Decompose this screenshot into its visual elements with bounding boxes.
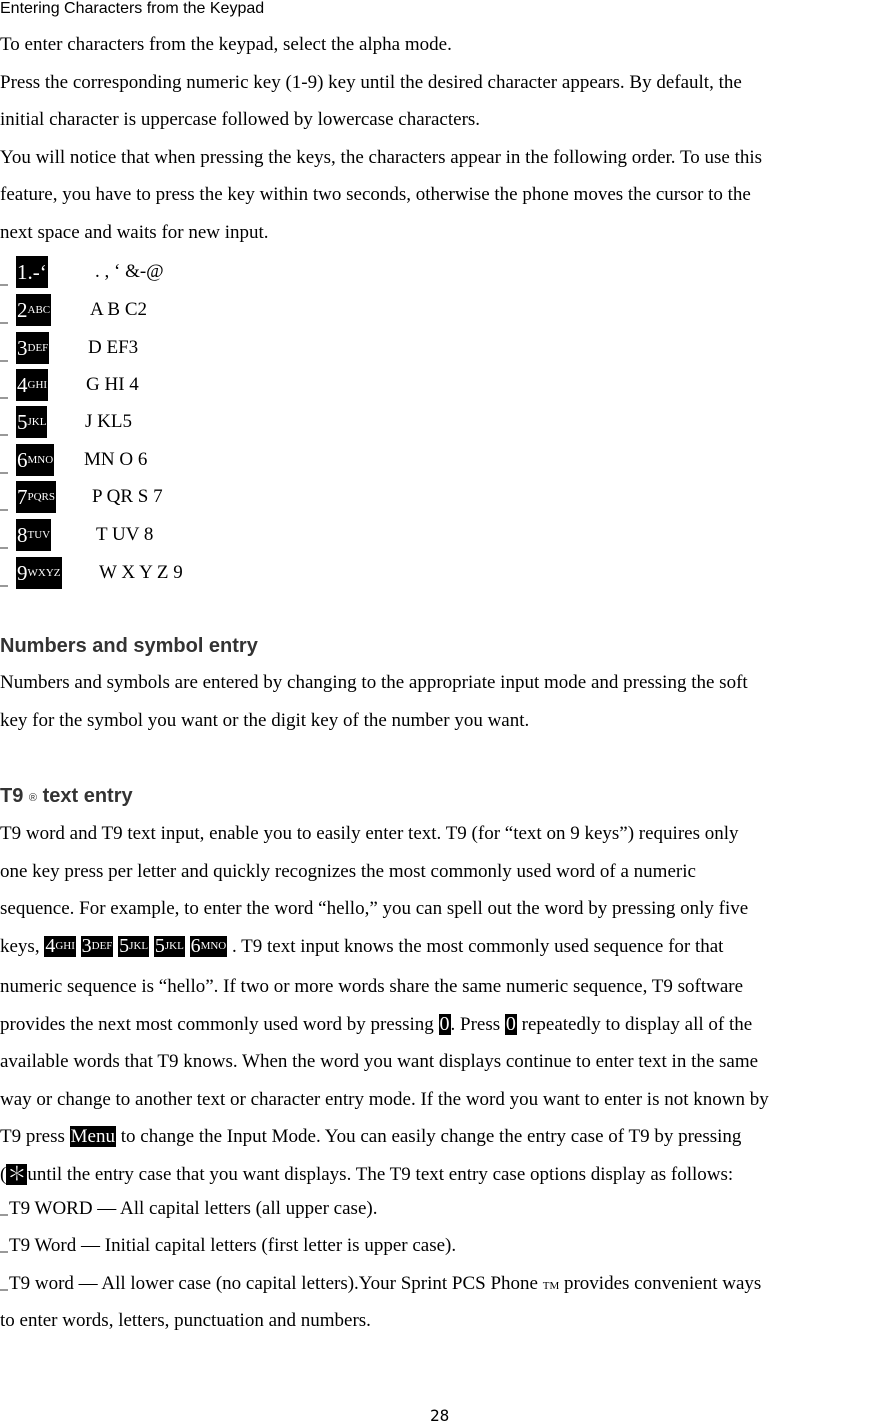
key-characters: G HI 4 (86, 374, 139, 395)
t9-line-menu: T9 press Menu to change the Input Mode. You can easily change the entry case of T9 by pressing (0, 1126, 742, 1147)
bullet-marker (0, 284, 8, 286)
bullet-marker (0, 509, 8, 511)
inline-key-4: 4GHI (45, 934, 75, 957)
numbers-paragraph (0, 664, 885, 739)
intro-line: To enter characters from the keypad, select the alpha mode. (0, 34, 452, 55)
intro-line: feature, you have to press the key within two seconds, otherwise the phone moves the cursor to the (0, 184, 751, 205)
key-badge-9: $9^{WXYZ}$ (16, 557, 62, 589)
numbers-line: Numbers and symbols are entered by changing to the appropriate input mode and pressing the soft (0, 672, 748, 693)
key-badge-8: $8^{TUV}$ (16, 519, 51, 551)
t9-line-star: (＊until the entry case that you want displays. The T9 text entry case options display as follows: (0, 1163, 734, 1185)
inline-key-star: ＊ (7, 1163, 27, 1185)
inline-key-0: 0 (439, 1012, 450, 1035)
key-characters: . , ‘ &-@ (95, 261, 164, 282)
inline-key-5: 5JKL (154, 934, 184, 957)
trademark-mark: TM (542, 1280, 560, 1292)
key-badge-7: $7^{PQRS}$ (16, 481, 56, 513)
key-characters: W X Y Z 9 (99, 562, 183, 583)
bullet-marker (0, 397, 8, 399)
key-badge-1: 1.-‘ (16, 256, 48, 288)
key-characters: D EF3 (88, 337, 139, 358)
inline-key-3: 3DEF (81, 934, 113, 957)
t9-line: T9 word and T9 text input, enable you to easily enter text. T9 (for “text on 9 keys”) requires only (0, 823, 739, 844)
key-characters: T UV 8 (96, 524, 154, 545)
bullet-marker (0, 1251, 8, 1253)
inline-key-menu: Menu (70, 1126, 115, 1147)
t9-paragraph (0, 815, 885, 1193)
intro-line: next space and waits for new input. (0, 221, 269, 243)
t9-line: sequence. For example, to enter the word “hello,” you can spell out the word by pressing only five (0, 898, 749, 919)
intro-paragraph (0, 26, 885, 251)
t9-line: way or change to another text or character entry mode. If the word you want to enter is not known by (0, 1088, 769, 1110)
key-badge-5: $5^{JKL}$ (16, 406, 47, 438)
numbers-line: key for the symbol you want or the digit key of the number you want. (0, 709, 530, 731)
t9-line-zero: provides the next most commonly used word by pressing 0. Press 0 repeatedly to display all of the (0, 1012, 753, 1035)
bullet-marker (0, 585, 8, 587)
intro-line: initial character is uppercase followed by lowercase characters. (0, 109, 481, 130)
bullet-marker (0, 322, 8, 324)
t9-line-keys: keys, 4GHI 3DEF 5JKL 5JKL 6MNO . T9 text input knows the most commonly used sequence for that (0, 934, 724, 957)
intro-line: Press the corresponding numeric key (1-9) key until the desired character appears. By default, the (0, 71, 742, 93)
key-characters: J KL5 (85, 411, 132, 432)
t9-line: available words that T9 knows. When the word you want displays continue to enter text in the same (0, 1051, 759, 1072)
bullet-marker (0, 1289, 8, 1291)
section-heading-keypad: Entering Characters from the Keypad (0, 0, 265, 17)
t9-line: one key press per letter and quickly recognizes the most commonly used word of a numeric (0, 860, 696, 882)
section-heading-numbers: Numbers and symbol entry (0, 635, 258, 657)
bullet-marker (0, 360, 8, 362)
bullet-marker (0, 472, 8, 474)
registered-mark: ® (28, 792, 38, 804)
key-characters: P QR S 7 (92, 486, 163, 507)
key-characters: MN O 6 (84, 449, 148, 470)
case-option-upper: T9 WORD — All capital letters (all upper case). (0, 1190, 377, 1228)
case-option-initial: T9 Word — Initial capital letters (first letter is upper case). (0, 1227, 456, 1265)
key-badge-3: $3^{DEF}$ (16, 332, 49, 364)
key-badge-6: $6^{MNO}$ (16, 444, 54, 476)
inline-key-6: 6MNO (190, 934, 227, 957)
t9-line: numeric sequence is “hello”. If two or more words share the same numeric sequence, T9 software (0, 976, 744, 997)
key-badge-4: $4^{GHI}$ (16, 369, 48, 401)
case-option-lower: T9 word — All lower case (no capital letters).Your Sprint PCS Phone TM provides convenient ways (0, 1265, 761, 1306)
page-number: 28 (430, 1406, 450, 1425)
inline-key-0: 0 (505, 1012, 516, 1035)
bullet-marker (0, 1214, 8, 1216)
closing-line: to enter words, letters, punctuation and numbers. (0, 1310, 371, 1331)
key-badge-2: $2^{ABC}$ (16, 294, 51, 326)
bullet-marker (0, 434, 8, 436)
intro-line: You will notice that when pressing the keys, the characters appear in the following order. To use this (0, 146, 763, 168)
section-heading-t9: T9 ® text entry (0, 785, 133, 807)
key-characters: A B C2 (90, 299, 148, 320)
bullet-marker (0, 547, 8, 549)
inline-key-5: 5JKL (119, 934, 149, 957)
